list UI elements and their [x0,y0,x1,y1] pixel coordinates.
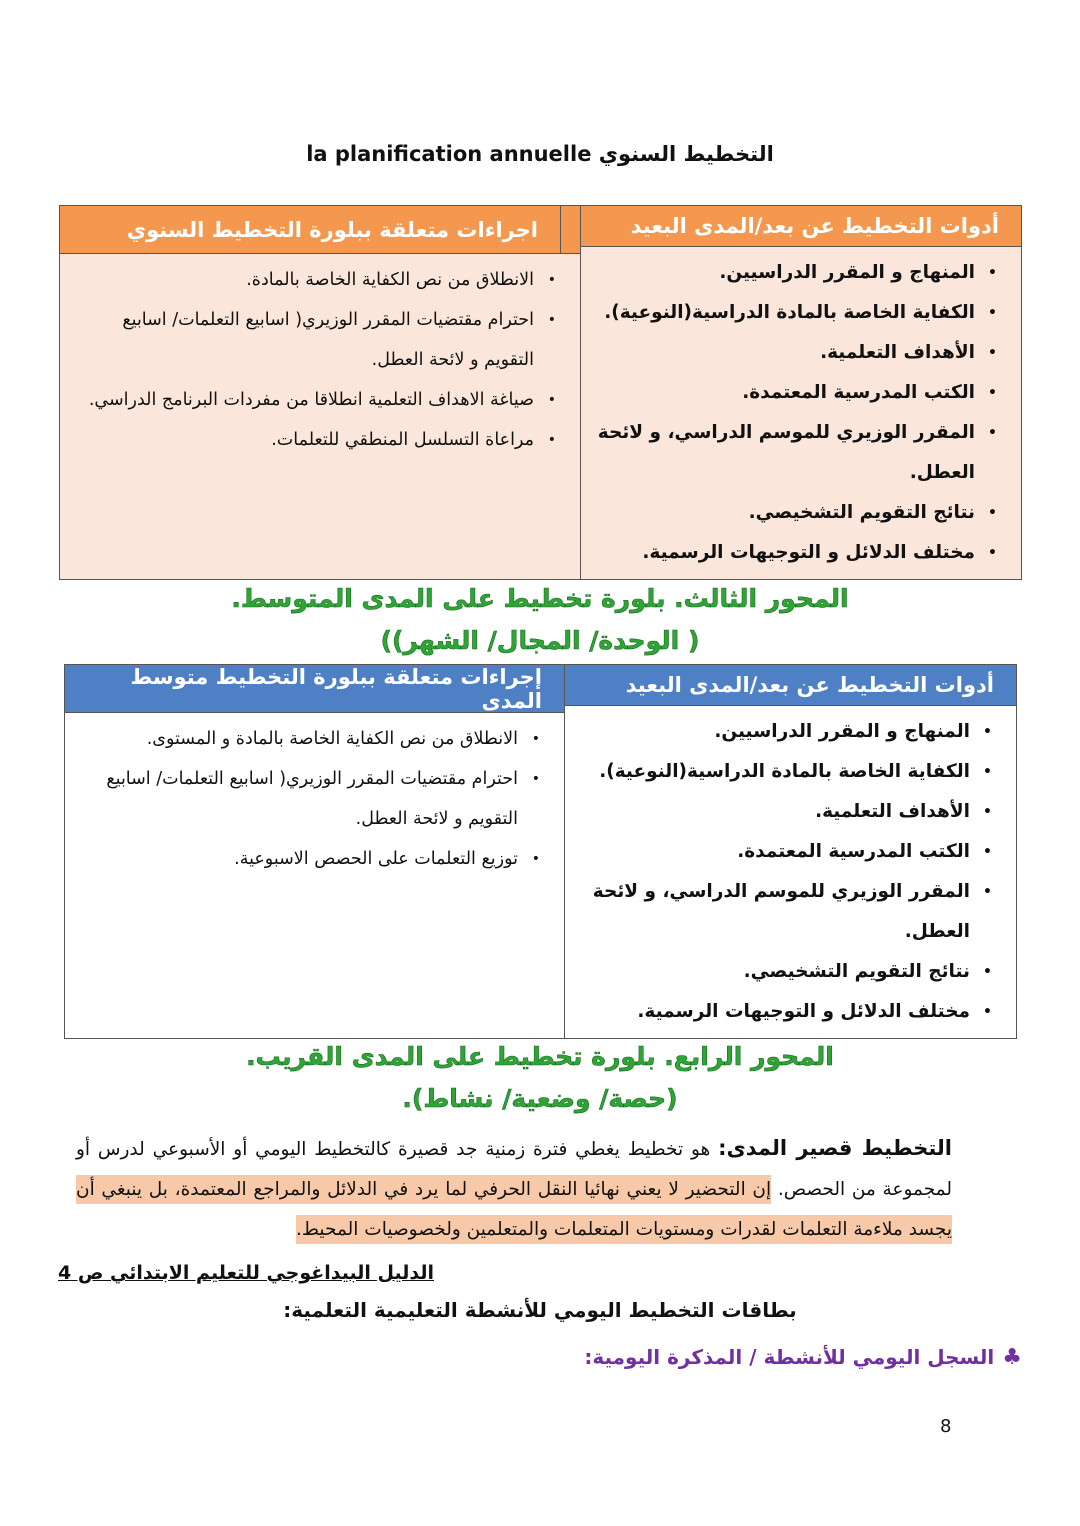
reference: الدليل البيداغوجي للتعليم الابتدائي ص 4 [58,1262,434,1284]
list-item: • نتائج التقويم التشخيصي. [565,952,1016,992]
tools-column [565,665,1016,1038]
page-title: التخطيط السنوي la planification annuelle [306,142,774,166]
list-item: • المنهاج و المقرر الدراسيين. [565,712,1016,752]
procedures-column [65,665,565,1038]
list-item: • الانطلاق من نص الكفاية الخاصة بالمادة. [60,260,580,300]
list-item: • نتائج التقويم التشخيصي. [581,493,1021,533]
procedures-header: اجراءات متعلقة ببلورة التخطيط السنوي [60,206,580,254]
axis4-subtitle: (حصة/ وضعية/ نشاط). [402,1084,678,1113]
procedures-header: إجراءات متعلقة ببلورة التخطيط متوسط المدى [65,665,564,713]
short-term-paragraph [76,1128,952,1250]
list-item: • مراعاة التسلسل المنطقي للتعلمات. [60,420,580,460]
tools-column [581,206,1021,579]
journal-heading [584,1345,1022,1370]
tools-list [565,712,1016,1032]
axis3-title: المحور الثالث. بلورة تخطيط على المدى المتوسط. [231,584,849,613]
axis4-title: المحور الرابع. بلورة تخطيط على المدى القريب. [246,1042,834,1071]
list-item: • مختلف الدلائل و التوجيهات الرسمية. [581,533,1021,573]
cards-title: بطاقات التخطيط اليومي للأنشطة التعليمية التعلمية: [283,1298,797,1322]
list-item: • توزيع التعلمات على الحصص الاسبوعية. [65,839,564,879]
annual-planning-table [59,205,1022,580]
list-item: • المقرر الوزيري للموسم الدراسي، و لائحة العطل. [565,872,1016,952]
short-term-definition: هو تخطيط يغطي فترة زمنية جد قصيرة كالتخطيط اليومي أو الأسبوعي لدرس أو لمجموعة من الحصص. [76,1139,952,1200]
list-item: • الكفاية الخاصة بالمادة الدراسية(النوعية). [565,752,1016,792]
tools-list [581,253,1021,573]
list-item: • الأهداف التعلمية. [581,333,1021,373]
list-item: • المقرر الوزيري للموسم الدراسي، و لائحة العطل. [581,413,1021,493]
procedures-column [60,206,581,579]
list-item: • صياغة الاهداف التعلمية انطلاقا من مفردات البرنامج الدراسي. [60,380,580,420]
list-item: • الكفاية الخاصة بالمادة الدراسية(النوعية). [581,293,1021,333]
tools-header: أدوات التخطيط عن بعد/المدى البعيد [565,665,1016,706]
page-number: 8 [940,1416,952,1437]
highlighted-note: إن التحضير لا يعني نهائيا النقل الحرفي لما يرد في الدلائل والمراجع المعتمدة، بل ينبغي أن يجسد ملاءمة التعلمات لقدرات ومستويات المتعلمات والمتعلمين ولخصوصيات المحيط. [76,1175,952,1244]
list-item: • الكتب المدرسية المعتمدة. [565,832,1016,872]
procedures-list [65,719,564,879]
list-item: • الأهداف التعلمية. [565,792,1016,832]
short-term-term: التخطيط قصير المدى: [718,1136,952,1160]
journal-text: السجل اليومي للأنشطة / المذكرة اليومية: [584,1345,995,1369]
procedures-list [60,260,580,460]
list-item: • الكتب المدرسية المعتمدة. [581,373,1021,413]
mid-term-planning-table [64,664,1017,1039]
axis3-subtitle: ( الوحدة/ المجال/ الشهر)) [380,626,700,655]
list-item: • المنهاج و المقرر الدراسيين. [581,253,1021,293]
list-item: • الانطلاق من نص الكفاية الخاصة بالمادة و المستوى. [65,719,564,759]
list-item: • مختلف الدلائل و التوجيهات الرسمية. [565,992,1016,1032]
tools-header: أدوات التخطيط عن بعد/المدى البعيد [581,206,1021,247]
club-icon: ♣ [1002,1345,1022,1370]
list-item: • احترام مقتضيات المقرر الوزيري( اسابيع التعلمات/ اسابيع التقويم و لائحة العطل. [65,759,564,839]
list-item: • احترام مقتضيات المقرر الوزيري( اسابيع التعلمات/ اسابيع التقويم و لائحة العطل. [60,300,580,380]
